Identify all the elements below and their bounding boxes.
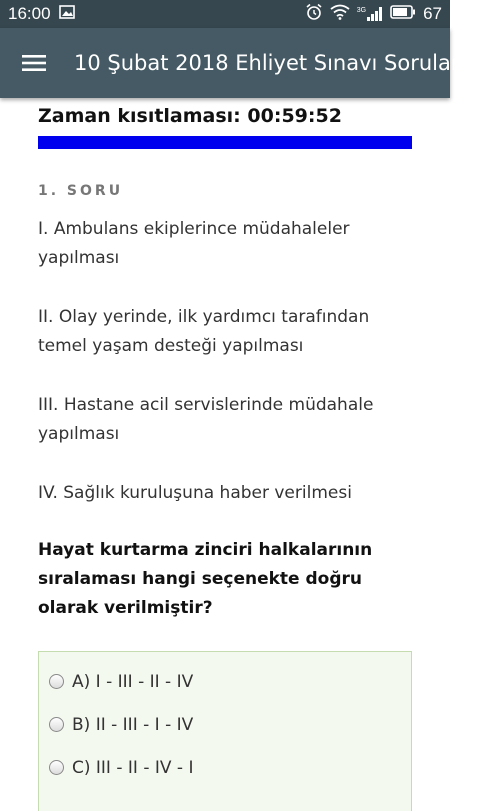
status-bar xyxy=(0,0,450,28)
time-progress-fill xyxy=(38,136,412,149)
option-b-label: B) II - III - I - IV xyxy=(72,714,194,735)
app-title: 10 Şubat 2018 Ehliyet Sınavı Soruları xyxy=(74,51,466,75)
statement-4: IV. Sağlık kuruluşuna haber verilmesi xyxy=(38,483,352,503)
statement-1: I. Ambulans ekiplerince müdahaleler yapılması xyxy=(38,219,350,268)
more-options-button[interactable] xyxy=(475,48,481,78)
option-b-radio[interactable] xyxy=(49,717,64,732)
wifi-icon xyxy=(330,4,350,25)
option-a-radio[interactable] xyxy=(49,674,64,689)
signal-icon xyxy=(357,7,383,21)
option-c[interactable] xyxy=(49,746,411,789)
menu-button[interactable] xyxy=(22,52,46,74)
status-time: 16:00 xyxy=(8,4,51,23)
option-c-radio[interactable] xyxy=(49,760,64,775)
time-progress-bar xyxy=(38,136,412,149)
option-a[interactable] xyxy=(49,660,411,703)
network-type-label: 3G xyxy=(356,7,367,14)
time-limit-text: Zaman kısıtlaması: 00:59:52 xyxy=(38,105,342,127)
question-number: 1. SORU xyxy=(38,183,124,199)
statement-3: III. Hastane acil servislerinde müdahale yapılması xyxy=(38,395,374,444)
hamburger-menu-icon xyxy=(22,54,46,72)
answer-options xyxy=(38,651,412,811)
app-bar xyxy=(0,28,466,98)
image-icon xyxy=(59,4,75,24)
statement-2: II. Olay yerinde, ilk yardımcı tarafından temel yaşam desteği yapılması xyxy=(38,307,370,356)
alarm-icon xyxy=(305,3,323,26)
battery-icon xyxy=(390,4,416,24)
more-vert-icon xyxy=(475,52,481,74)
option-a-label: A) I - III - II - IV xyxy=(72,671,194,692)
option-c-label: C) III - II - IV - I xyxy=(72,757,194,778)
exam-content xyxy=(38,98,412,811)
battery-level: 67 xyxy=(423,4,442,23)
question-text: Hayat kurtarma zinciri halkalarının sıralaması hangi seçenekte doğru olarak verilmiştir? xyxy=(38,540,373,618)
question-statements xyxy=(38,215,412,508)
option-b[interactable] xyxy=(49,703,411,746)
